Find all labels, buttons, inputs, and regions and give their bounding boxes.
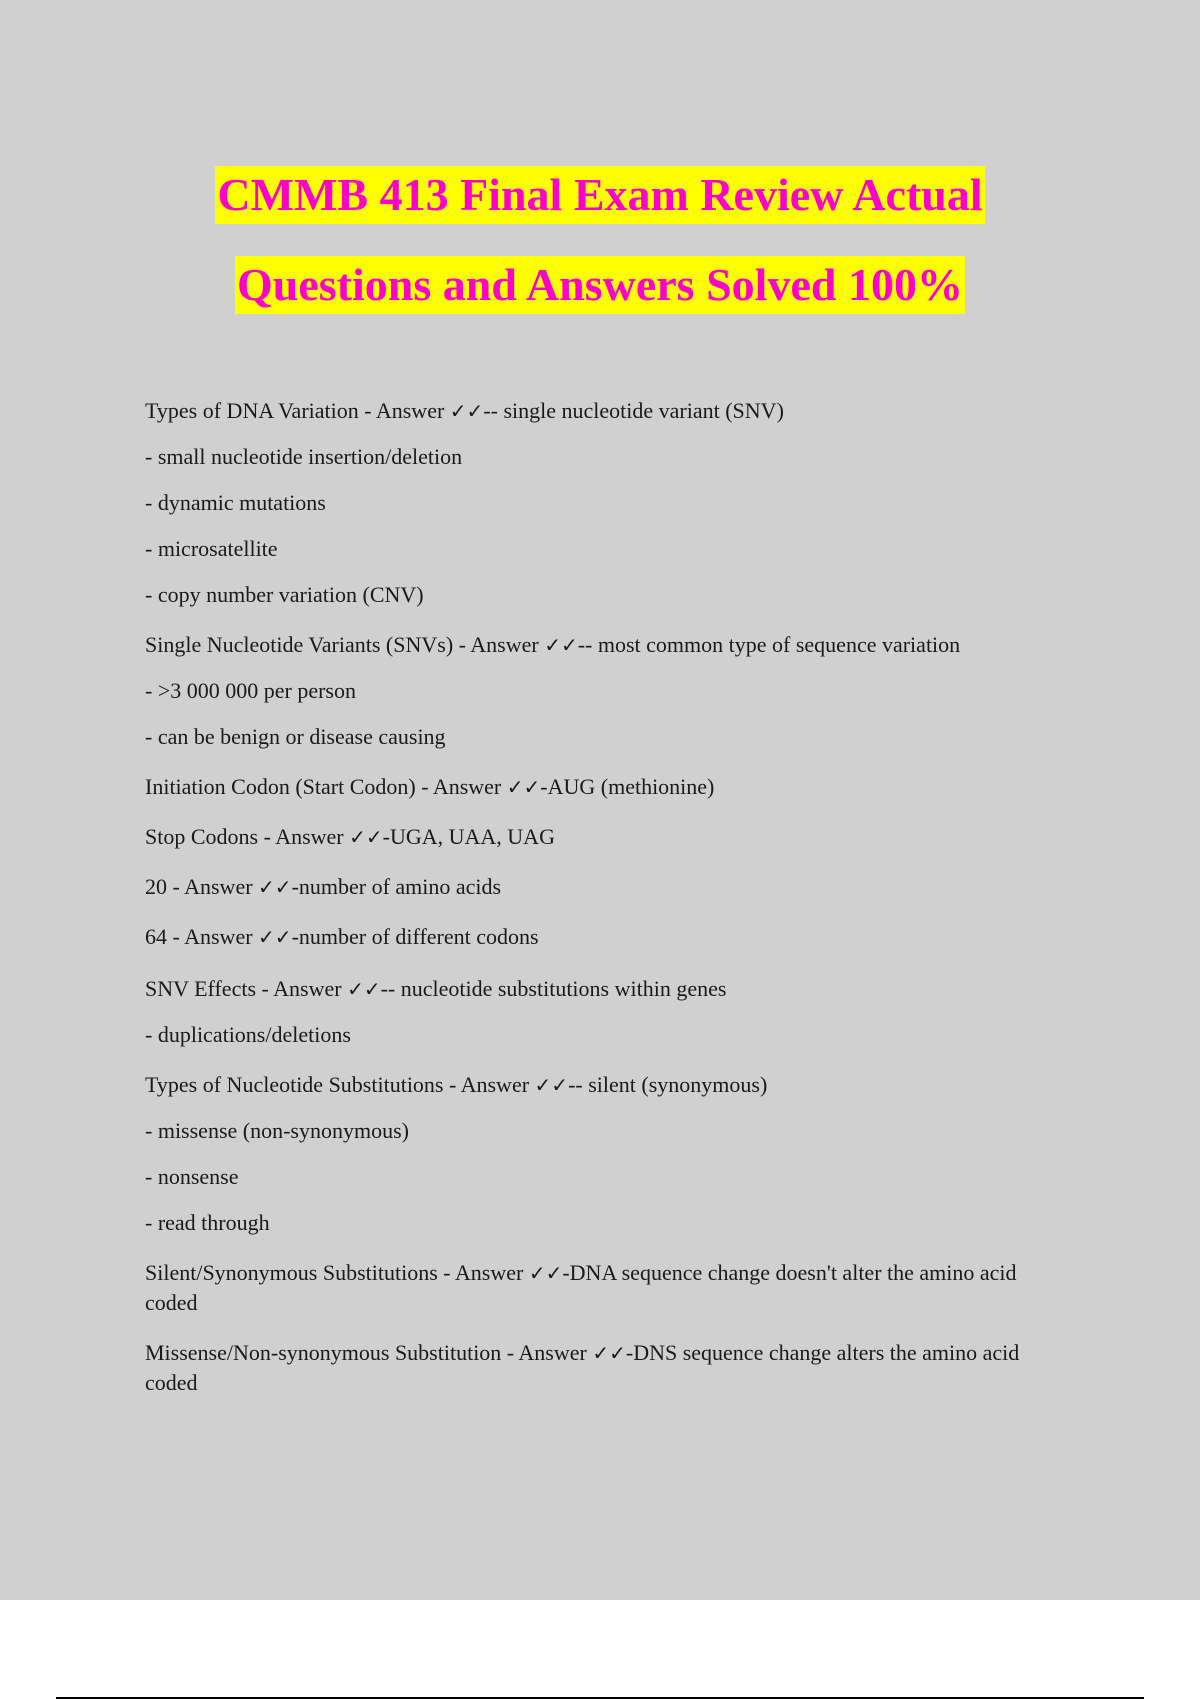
answer-continuation: - dynamic mutations (145, 490, 326, 515)
qa-entry: Types of Nucleotide Substitutions - Answer ✓✓-- silent (synonymous) (145, 1072, 768, 1097)
double-check-icon: ✓✓ (534, 1073, 569, 1097)
qa-entry: SNV Effects - Answer ✓✓-- nucleotide substitutions within genes (145, 976, 727, 1001)
answer-continuation: - microsatellite (145, 536, 278, 561)
answer-continuation: - missense (non-synonymous) (145, 1118, 409, 1143)
qa-entry: Initiation Codon (Start Codon) - Answer ✓✓-AUG (methionine) (145, 774, 715, 799)
answer-continuation: - small nucleotide insertion/deletion (145, 444, 463, 469)
qa-entry: 64 - Answer ✓✓-number of different codons (145, 924, 539, 949)
double-check-icon: ✓✓ (506, 775, 541, 799)
footer-divider (56, 1697, 1144, 1699)
answer-continuation: - can be benign or disease causing (145, 724, 446, 749)
double-check-icon: ✓✓ (258, 875, 292, 899)
double-check-icon: ✓✓ (544, 633, 578, 657)
double-check-icon: ✓✓ (528, 1261, 563, 1285)
page-title-line-2: Questions and Answers Solved 100% (235, 256, 965, 314)
answer-continuation: - copy number variation (CNV) (145, 582, 424, 607)
qa-entry: Silent/Synonymous Substitutions - Answer ✓✓-DNA sequence change doesn't alter the amino acid coded (145, 1260, 1017, 1315)
answer-continuation: - duplications/deletions (145, 1022, 351, 1047)
qa-entry: Single Nucleotide Variants (SNVs) - Answer ✓✓-- most common type of sequence variation (145, 632, 961, 657)
qa-entry: Missense/Non-synonymous Substitution - Answer ✓✓-DNS sequence change alters the amino acid coded (145, 1340, 1020, 1395)
page-title-line-1: CMMB 413 Final Exam Review Actual (215, 166, 984, 224)
double-check-icon: ✓✓ (592, 1341, 626, 1365)
double-check-icon: ✓✓ (258, 925, 292, 949)
double-check-icon: ✓✓ (449, 399, 484, 423)
answer-continuation: - read through (145, 1210, 270, 1235)
title-block (0, 166, 1200, 314)
answer-continuation: - nonsense (145, 1164, 239, 1189)
qa-list (145, 396, 1065, 1398)
double-check-icon: ✓✓ (349, 825, 383, 849)
double-check-icon: ✓✓ (347, 977, 381, 1001)
qa-entry: Stop Codons - Answer ✓✓-UGA, UAA, UAG (145, 824, 555, 849)
answer-continuation: - >3 000 000 per person (145, 678, 356, 703)
qa-entry: Types of DNA Variation - Answer ✓✓-- single nucleotide variant (SNV) (145, 398, 784, 423)
qa-entry: 20 - Answer ✓✓-number of amino acids (145, 874, 502, 899)
